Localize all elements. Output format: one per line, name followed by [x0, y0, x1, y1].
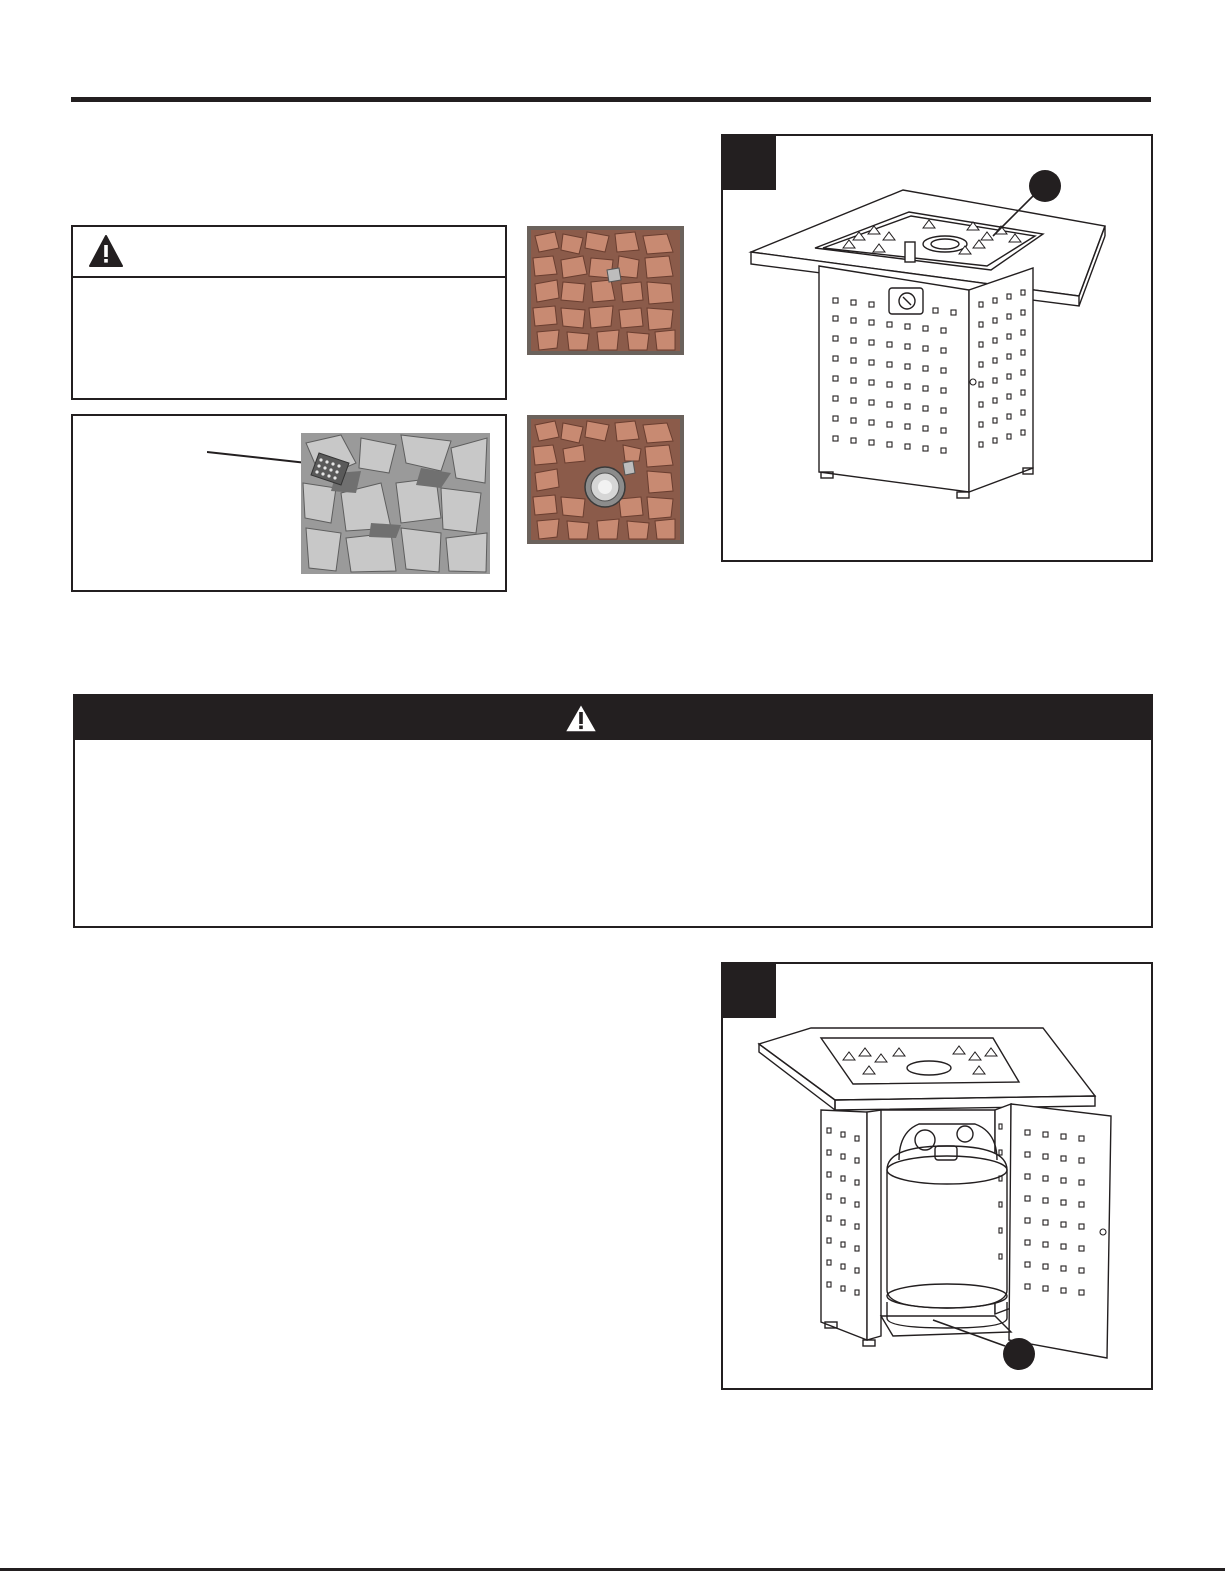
figure-2-box — [721, 962, 1153, 1390]
closeup-photo-fire-glass — [301, 433, 490, 574]
callout-marker-2 — [1003, 1338, 1035, 1370]
bottom-rule — [0, 1568, 1225, 1571]
warning-banner — [73, 694, 1153, 928]
leader-line — [207, 450, 307, 466]
warning-triangle-icon — [563, 702, 599, 734]
figure-1-box — [721, 134, 1153, 562]
top-rule — [71, 97, 1151, 102]
caution-box — [71, 225, 507, 400]
figure-1-illustration — [723, 136, 1151, 560]
warning-triangle-icon — [89, 235, 123, 267]
caution-header — [73, 227, 505, 278]
burner-ring — [585, 467, 625, 507]
warning-header — [75, 696, 1151, 740]
callout-marker-1 — [1029, 170, 1061, 202]
photo-fire-glass-spread — [527, 226, 684, 355]
figure-2-illustration — [723, 964, 1151, 1388]
photo-fire-glass-burner — [527, 415, 684, 544]
